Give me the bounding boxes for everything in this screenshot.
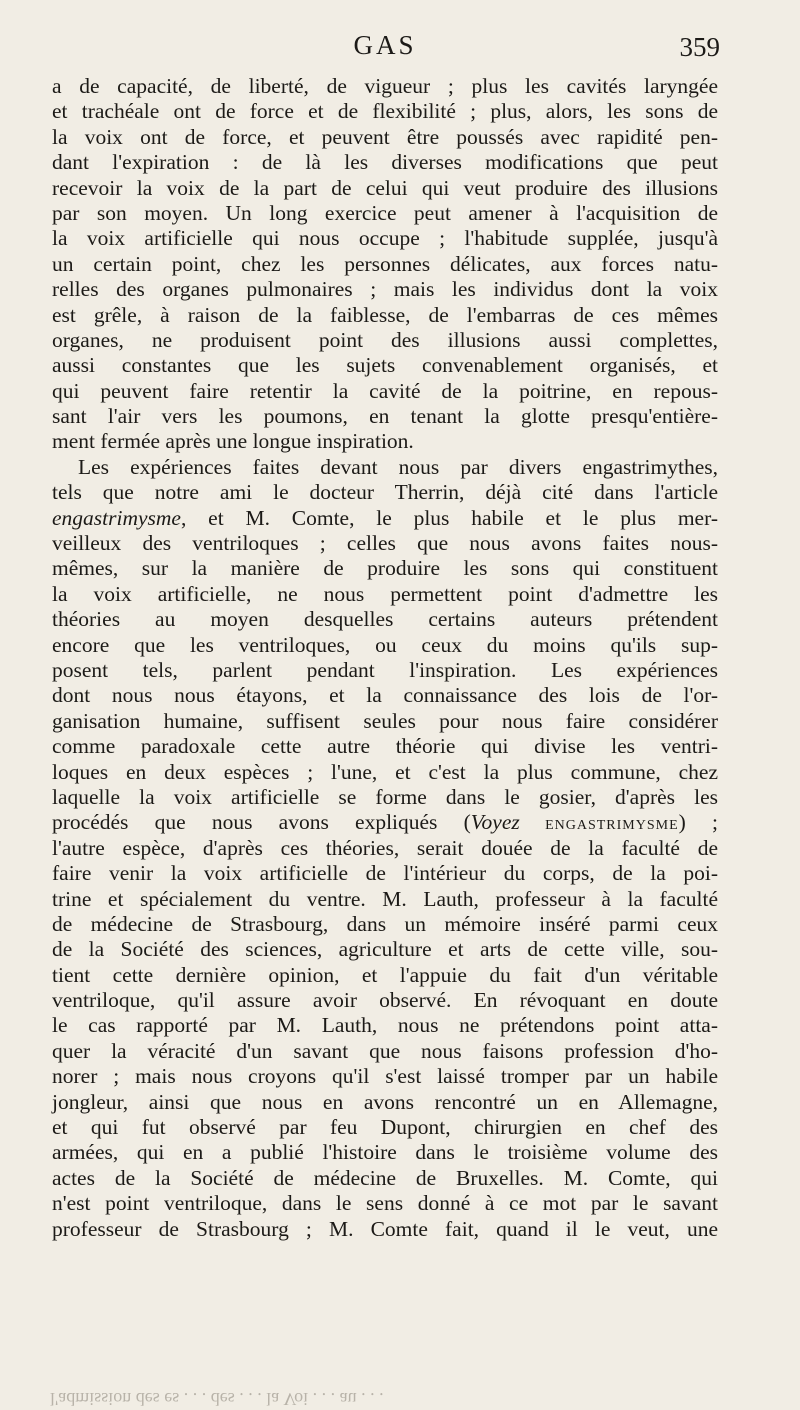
text-line: dant l'expiration : de là les diverses modifications que peut (52, 150, 718, 175)
text-line: organes, ne produisent point des illusions aussi complettes, (52, 327, 718, 352)
text-line: ganisation humaine, suffisent seules pour nous faire considérer (52, 708, 718, 733)
text-line: un certain point, chez les personnes délicates, aux forces natu- (52, 251, 718, 276)
text-line: de médecine de Strasbourg, dans un mémoire inséré parmi ceux (52, 911, 718, 936)
text-line: relles des organes pulmonaires ; mais les individus dont la voix (52, 277, 718, 302)
text-line: ventriloque, qu'il assure avoir observé. En révoquant en doute (52, 988, 718, 1013)
text-line: mêmes, sur la manière de produire les sons qui constituent (52, 556, 718, 581)
text-line: et qui fut observé par feu Dupont, chirurgien en chef des (52, 1115, 718, 1140)
text-span: tels que notre ami le docteur Therrin, déjà cité dans l'article (52, 480, 718, 505)
italic-term: engastrimysme (52, 505, 181, 530)
text-line: le cas rapporté par M. Lauth, nous ne prétendons point atta- (52, 1013, 718, 1038)
text-line: jongleur, ainsi que nous en avons rencontré un en Allemagne, (52, 1089, 718, 1114)
text-line: dont nous nous étayons, et la connaissance des lois de l'or- (52, 683, 718, 708)
bleed-through-text: l'admission des es . . . des . . . la Voi . . . au . . . (50, 1389, 384, 1409)
text-line: de la Société des sciences, agriculture et arts de cette ville, sou- (52, 937, 718, 962)
text-line: a de capacité, de liberté, de vigueur ; plus les cavités laryngée (52, 74, 718, 98)
text-line: norer ; mais nous croyons qu'il s'est laissé tromper par un habile (52, 1064, 718, 1089)
text-line (52, 810, 718, 835)
text-line: aussi constantes que les sujets convenablement organisés, et (52, 353, 718, 378)
text-line: sant l'air vers les poumons, en tenant la glotte presqu'entière- (52, 404, 718, 429)
text-line: qui peuvent faire retentir la cavité de la poitrine, en repous- (52, 378, 718, 403)
text-line: quer la véracité d'un savant que nous faisons profession d'ho- (52, 1038, 718, 1063)
page-header (50, 30, 720, 74)
text-line: la voix artificielle qui nous occupe ; l'habitude supplée, jusqu'à (52, 226, 718, 251)
text-span: , et M. Comte, le plus habile et le plus mer- (180, 505, 718, 530)
text-line: comme paradoxale cette autre théorie qui divise les ventri- (52, 734, 718, 759)
text-line: la voix ont de force, et peuvent être poussés avec rapidité pen- (52, 124, 718, 149)
text-line: n'est point ventriloque, dans le sens donné à ce mot par le savant (52, 1191, 718, 1216)
text-line (52, 506, 718, 531)
text-line: par son moyen. Un long exercice peut amener à l'acquisition de (52, 200, 718, 225)
text-line-paragraph-start: Les expériences faites devant nous par divers engastrimythes, (78, 454, 718, 479)
text-line: laquelle la voix artificielle se forme dans le gosier, d'après les (52, 784, 718, 809)
text-line: trine et spécialement du ventre. M. Lauth, professeur à la faculté (52, 886, 718, 911)
text-line: armées, qui en a publié l'histoire dans le troisième volume des (52, 1140, 718, 1165)
text-line-paragraph-end: ment fermée après une longue inspiration. (52, 429, 414, 454)
text-line: professeur de Strasbourg ; M. Comte fait, quand il le veut, une (52, 1216, 718, 1241)
small-caps-term: ENGASTRIMYSME (519, 818, 679, 834)
text-line (52, 480, 718, 505)
text-line: actes de la Société de médecine de Bruxelles. M. Comte, qui (52, 1165, 718, 1190)
running-head: GAS (353, 30, 417, 60)
text-line: loques en deux espèces ; l'une, et c'est la plus commune, chez (52, 759, 718, 784)
text-span: procédés que nous avons expliqués ( (52, 810, 471, 835)
body-text (52, 74, 718, 1242)
text-line: posent tels, parlent pendant l'inspiration. Les expériences (52, 657, 718, 682)
text-line: est grêle, à raison de la faiblesse, de l'embarras de ces mêmes (52, 302, 718, 327)
text-line: veilleux des ventriloques ; celles que nous avons faites nous- (52, 531, 718, 556)
text-line: et trachéale ont de force et de flexibilité ; plus, alors, les sons de (52, 99, 718, 124)
page-number: 359 (679, 32, 720, 62)
text-line: tient cette dernière opinion, et l'appuie du fait d'un véritable (52, 962, 718, 987)
text-line: l'autre espèce, d'après ces théories, serait douée de la faculté de (52, 835, 718, 860)
text-line: faire venir la voix artificielle de l'intérieur du corps, de la poi- (52, 861, 718, 886)
text-line: la voix artificielle, ne nous permettent point d'admettre les (52, 581, 718, 606)
text-span: ) ; (678, 810, 718, 835)
text-line: théories au moyen desquelles certains auteurs prétendent (52, 607, 718, 632)
italic-term: Voyez (470, 810, 520, 835)
text-line: encore que les ventriloques, ou ceux du moins qu'ils sup- (52, 632, 718, 657)
text-line: recevoir la voix de la part de celui qui veut produire des illusions (52, 175, 718, 200)
